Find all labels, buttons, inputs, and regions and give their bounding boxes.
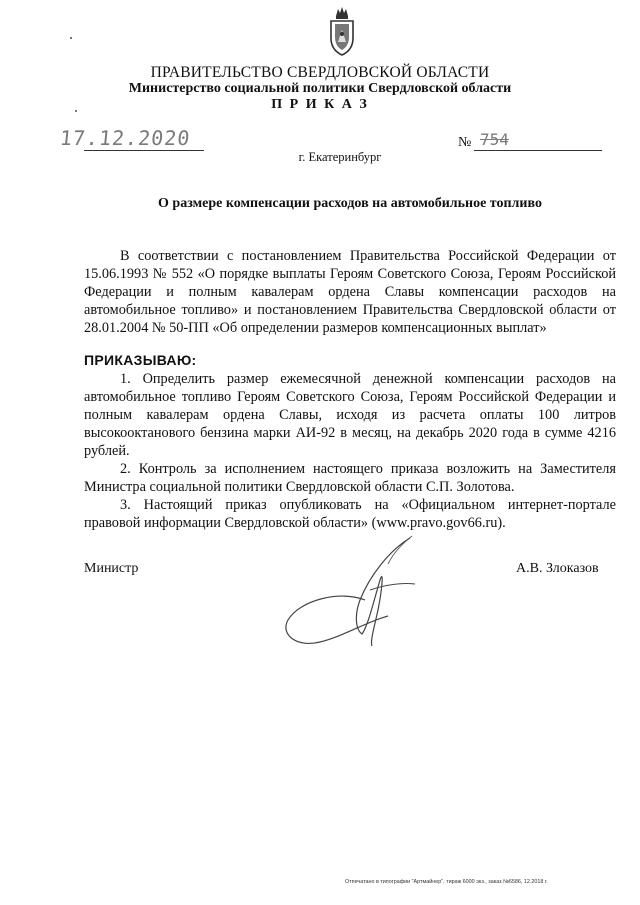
decree-item-1: 1. Определить размер ежемесячной денежной компенсации расходов на автомобильное топливо Героям Советского Союза, Героям Российской Федерации и полным кавалерам ордена Славы, исходя из расчета оплаты 100 литров высокооктанового бензина марки АИ-92 в месяц, на декабрь 2020 года в сумме 4216 рублей. bbox=[84, 371, 616, 459]
printing-footer: Отпечатано в типографии "Артмайнер", тираж 6000 экз., заказ №6586, 12.2018 г. bbox=[345, 879, 548, 885]
document-number: 754 bbox=[480, 130, 509, 149]
preamble-paragraph: В соответствии с постановлением Правительства Российской Федерации от 15.06.1993 № 552 «О порядке выплаты Героям Советского Союза, Героям Российской Федерации и полным кавалерам ордена Славы компенсации расходов на автомобильное топливо» и постановлением Правительства Свердловской области от 28.01.2004 № 50-ПП «Об определении размеров компенсационных выплат» bbox=[84, 248, 616, 336]
city-label: г. Екатеринбург bbox=[298, 150, 382, 164]
number-label: № bbox=[458, 135, 472, 150]
decree-word: ПРИКАЗЫВАЮ: bbox=[84, 352, 197, 368]
decree-item-2: 2. Контроль за исполнением настоящего приказа возложить на Заместителя Министра социальной политики Свердловской области С.П. Золотова. bbox=[84, 461, 616, 495]
document-date: 17.12.2020 bbox=[58, 126, 192, 150]
scan-speck bbox=[70, 37, 72, 39]
signatory-name: А.В. Злоказов bbox=[516, 561, 599, 576]
decree-item-3: 3. Настоящий приказ опубликовать на «Официальном интернет-портале правовой информации Свердловской области» (www.pravo.gov66.ru). bbox=[84, 497, 616, 531]
signatory-role: Министр bbox=[84, 561, 139, 576]
ministry-heading: Министерство социальной политики Свердловской области bbox=[128, 81, 512, 96]
government-heading: ПРАВИТЕЛЬСТВО СВЕРДЛОВСКОЙ ОБЛАСТИ bbox=[150, 64, 490, 81]
document-title: О размере компенсации расходов на автомобильное топливо bbox=[158, 196, 542, 211]
scan-speck bbox=[75, 110, 77, 112]
decree-items bbox=[84, 370, 616, 532]
signature-icon bbox=[270, 530, 450, 660]
document-type-heading: П Р И К А З bbox=[271, 97, 369, 112]
coat-of-arms-icon bbox=[325, 4, 359, 58]
